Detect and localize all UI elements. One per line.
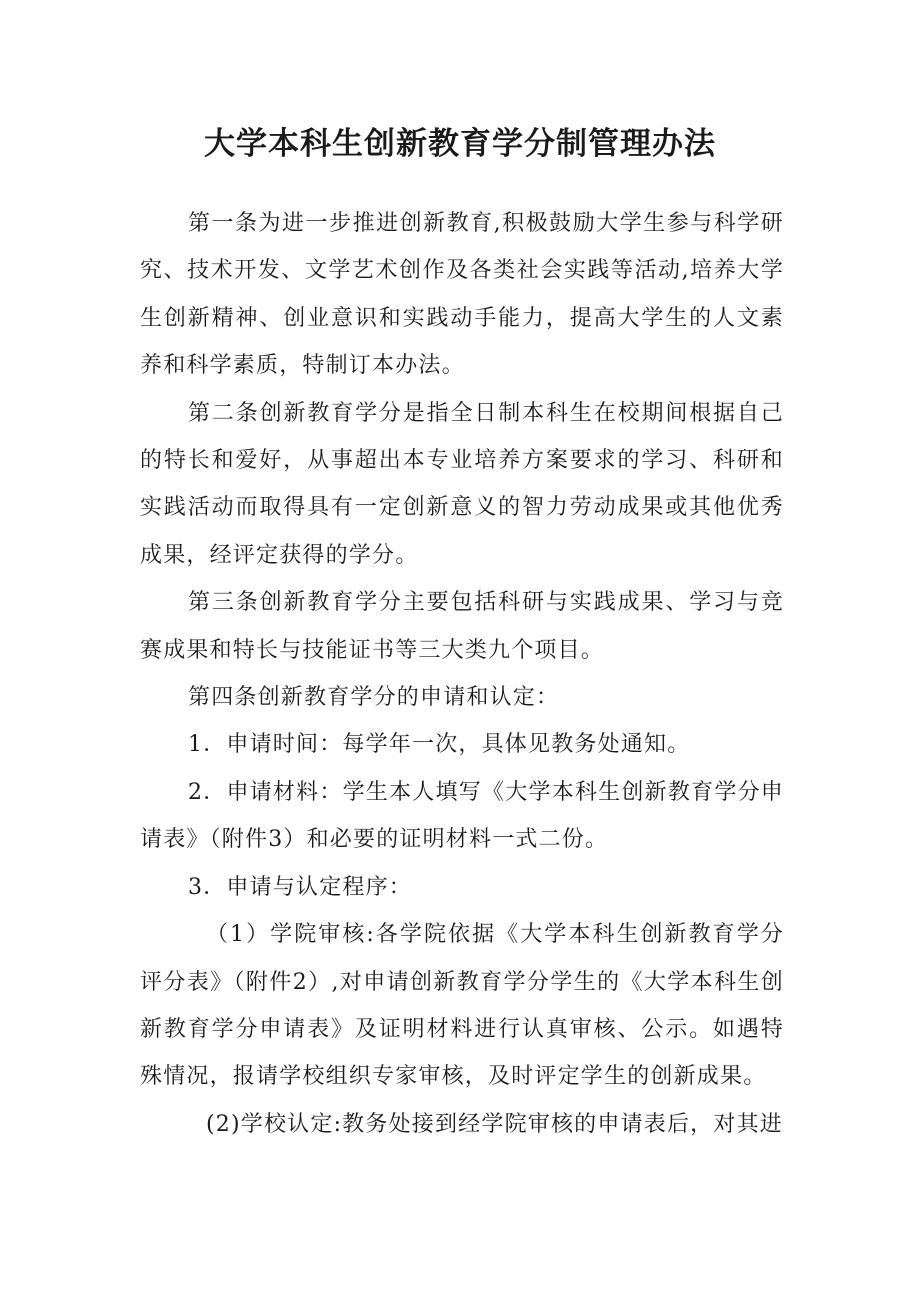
article-3-paragraph: 第三条创新教育学分主要包括科研与实践成果、学习与竞赛成果和特长与技能证书等三大类九个项目。 xyxy=(140,590,784,663)
article-1-paragraph: 第一条为进一步推进创新教育,积极鼓励大学生参与科学研究、技术开发、文学艺术创作及各类社会实践等活动,培养大学生创新精神、创业意识和实践动手能力，提高大学生的人文素养和科学素质，特制订本办法。 xyxy=(140,211,784,379)
document-body xyxy=(140,200,784,1148)
item-3-procedure-heading: 3．申请与认定程序： xyxy=(188,874,412,900)
article-2-paragraph: 第二条创新教育学分是指全日制本科生在校期间根据自己的特长和爱好，从事超出本专业培养方案要求的学习、科研和实践活动而取得具有一定创新意义的智力劳动成果或其他优秀成果，经评定获得的学分。 xyxy=(140,400,784,568)
procedure-1-college-review: （1）学院审核:各学院依据《大学本科生创新教育学分评分表》（附件2）,对申请创新教育学分学生的《大学本科生创新教育学分申请表》及证明材料进行认真审核、公示。如遇特殊情况，报请学校组织专家审核，及时评定学生的创新成果。 xyxy=(140,922,784,1090)
item-2-application-materials: 2．申请材料：学生本人填写《大学本科生创新教育学分申请表》（附件3）和必要的证明材料一式二份。 xyxy=(140,779,784,853)
procedure-2-school-recognition: (2)学校认定:教务处接到经学院审核的申请表后，对其进 xyxy=(206,1111,783,1137)
item-1-application-time: 1．申请时间：每学年一次，具体见教务处通知。 xyxy=(188,732,691,758)
document-title: 大学本科生创新教育学分制管理办法 xyxy=(204,126,716,162)
article-4-heading: 第四条创新教育学分的申请和认定： xyxy=(188,685,560,711)
